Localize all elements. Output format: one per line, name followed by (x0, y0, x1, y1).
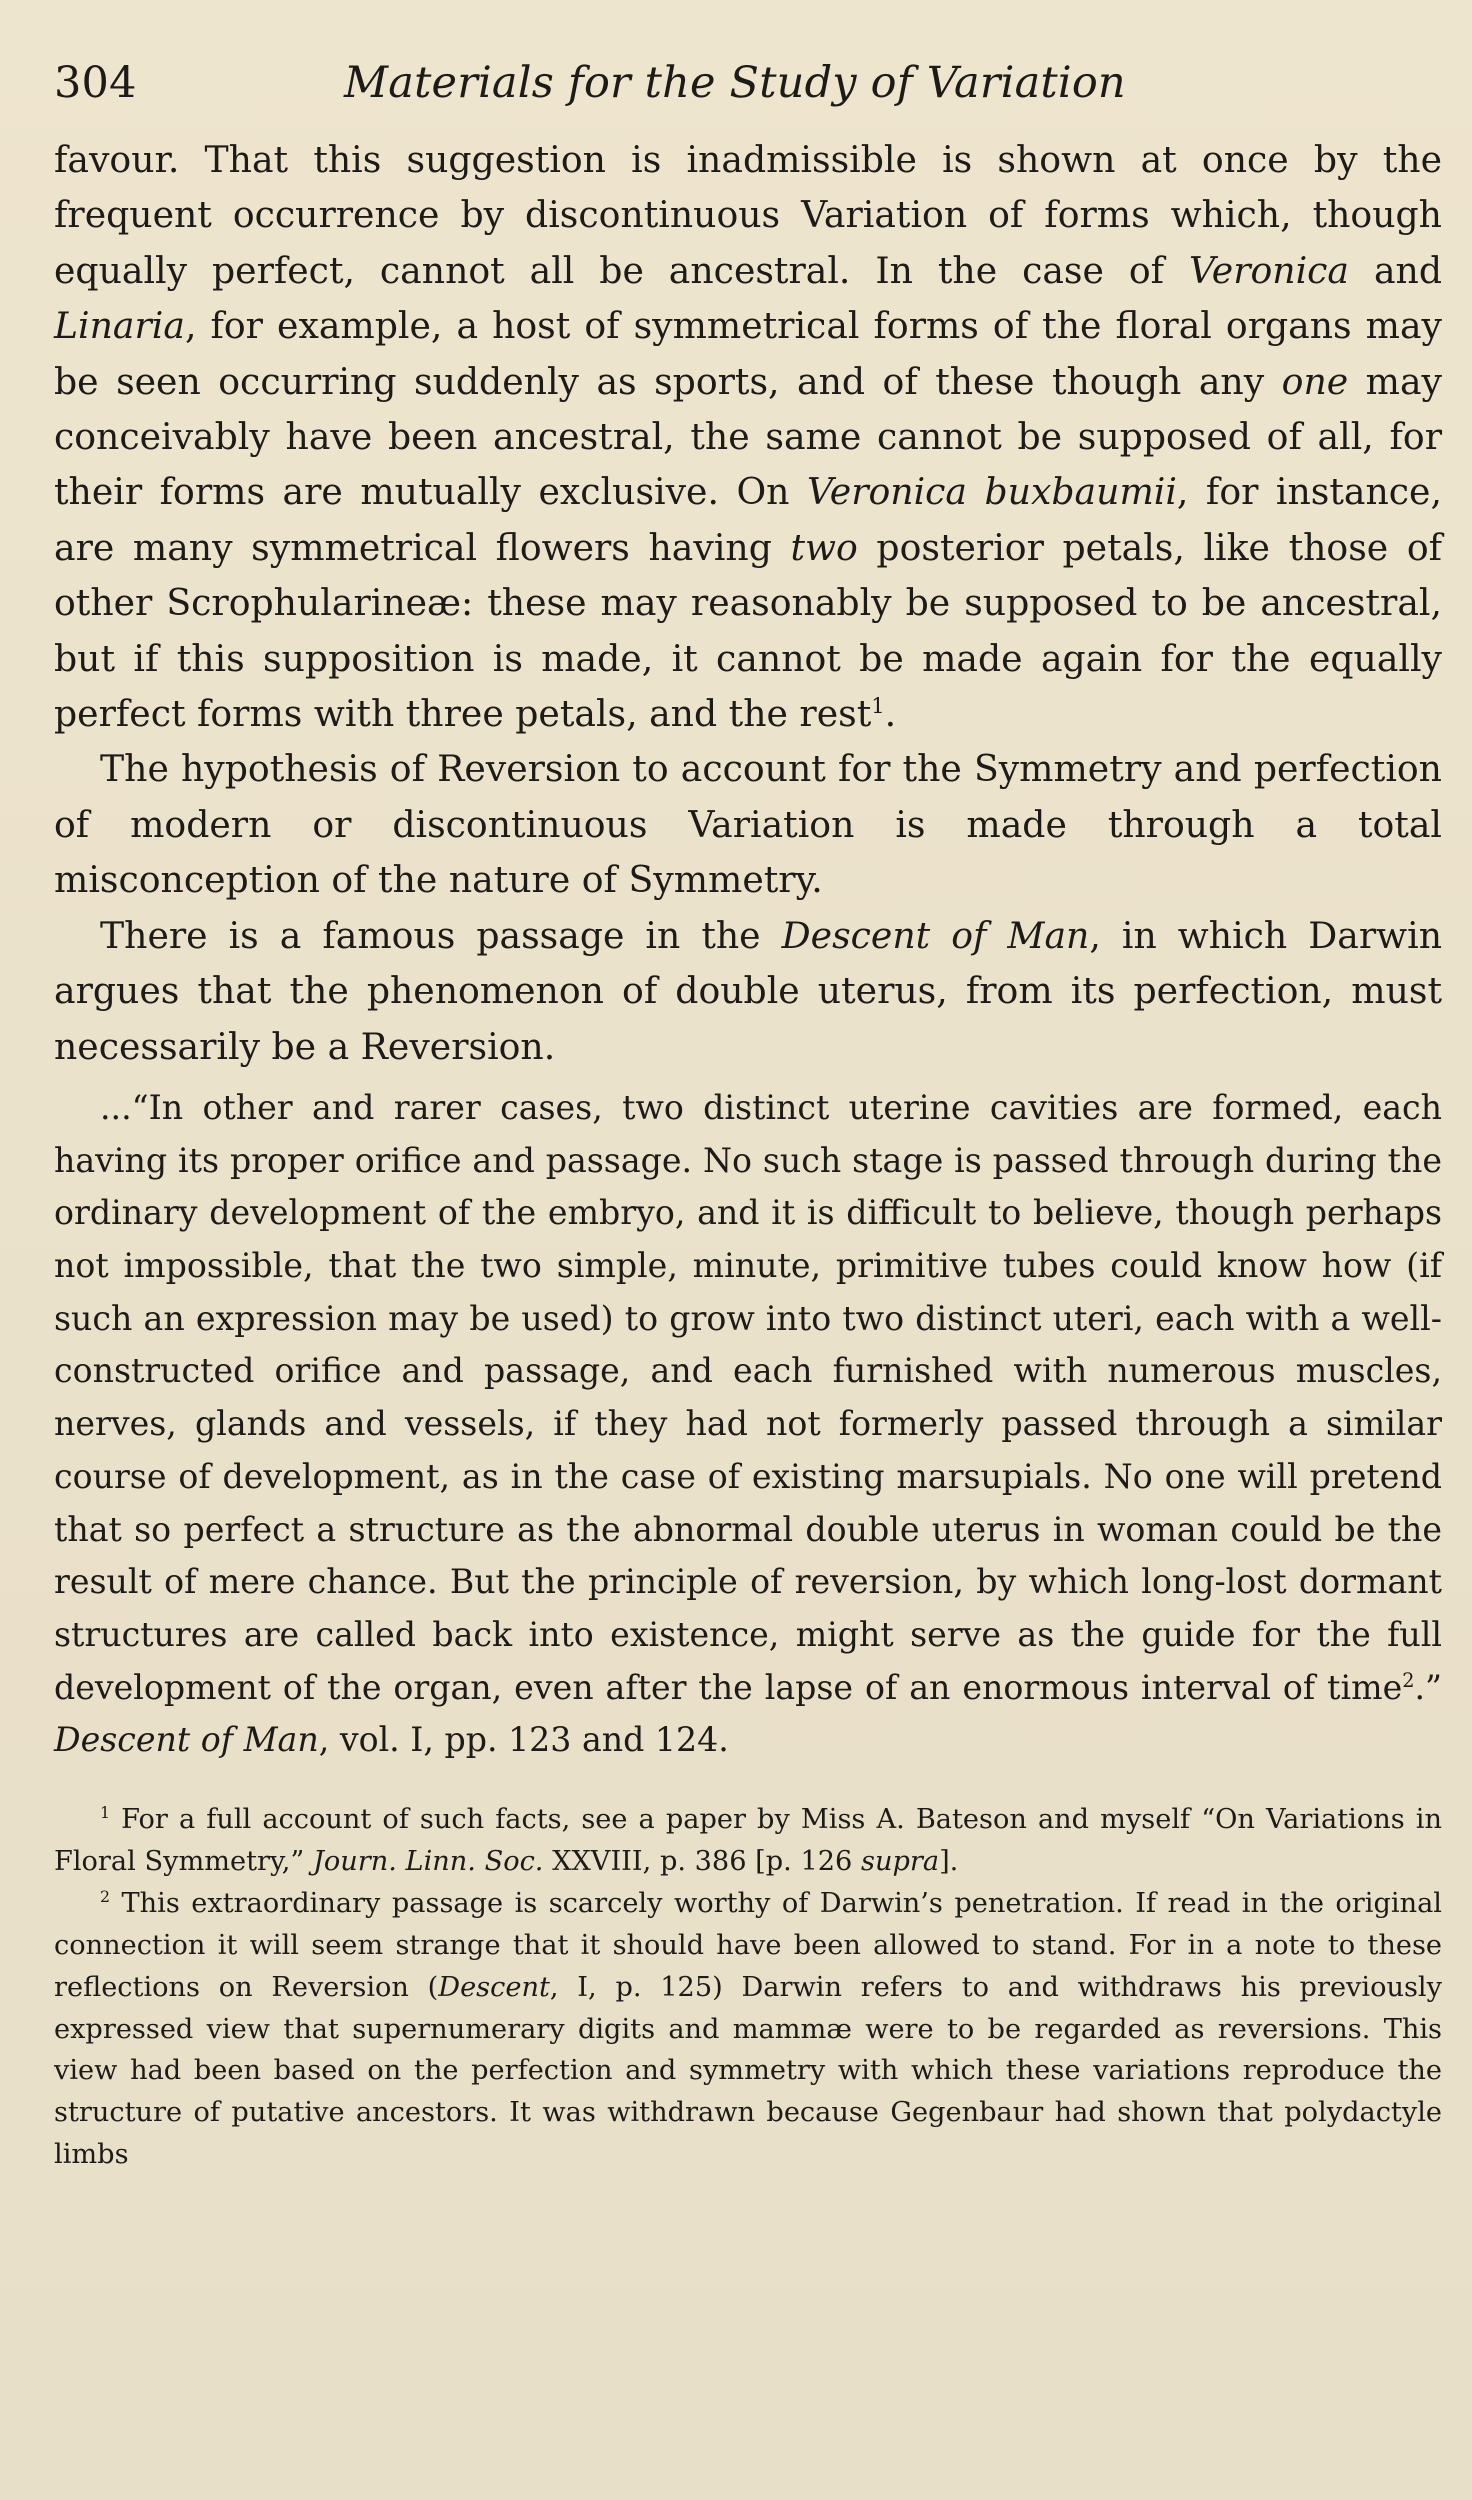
footnote-marker: 1 (871, 694, 885, 718)
text-segment: There is a famous passage in the (100, 913, 782, 957)
body-text (54, 132, 1442, 1074)
footnote-marker: 1 (100, 1802, 111, 1822)
text-segment: ]. (939, 1845, 959, 1877)
text-segment: favour. That this suggestion is inadmissible is shown at once by the frequent occurrence by discontinuous Variation of forms which, though equally perfect, cannot all be ancestral. In the case of (54, 138, 1442, 292)
text-segment: may conceivably have been ancestral, the same cannot be supposed of all, for their forms are mutually exclusive. On (54, 359, 1442, 514)
text-segment: , for instance, are many symmetrical flowers having (54, 470, 1442, 569)
footnote-marker: 2 (1402, 1668, 1415, 1692)
page-number: 304 (54, 58, 137, 108)
italic-text: Veronica buxbaumii (806, 470, 1177, 514)
paragraph (54, 741, 1442, 907)
text-segment: .” (1414, 1667, 1442, 1707)
footnote-marker: 2 (100, 1886, 111, 1906)
footnotes (54, 1799, 1442, 2176)
italic-text: Journ. Linn. Soc. (312, 1845, 544, 1877)
text-segment: , vol. I, pp. 123 and 124. (318, 1720, 729, 1760)
running-title: Materials for the Study of Variation (344, 58, 1126, 108)
block-quote (54, 1082, 1442, 1767)
text-segment: posterior petals, like those of other Scrophularineæ: these may reasonably be supposed to be ancestral, but if this supposition is made, it cannot be made again for the equally perfect forms with three petals, and the rest (54, 525, 1443, 736)
page-header (54, 58, 1442, 132)
text-segment: , in which Darwin argues that the phenomenon of double uterus, from its perfection, must necessarily be a Reversion. (54, 913, 1443, 1068)
text-segment: ...“In other and rarer cases, two distinct uterine cavities are formed, each having its proper orifice and passage. No such stage is passed through during the ordinary development of the embryo, and it is difficult to believe, though perhaps not impossible, that the two simple, minute, primitive tubes could know how (if such an expression may be used) to grow into two distinct uteri, each with a well-constructed orifice and passage, and each furnished with numerous muscles, nerves, glands and vessels, if they had not formerly passed through a similar course of development, as in the case of existing marsupials. No one will pretend that so perfect a structure as the abnormal double uterus in woman could be the result of mere chance. But the principle of reversion, by which long-lost dormant structures are called back into existence, might serve as the guide for the full development of the organ, even after the lapse of an enormous interval of time (54, 1087, 1442, 1707)
italic-text: Linaria (54, 304, 185, 348)
italic-text: two (790, 525, 858, 569)
text-segment: , for example, a host of symmetrical forms of the floral organs may be seen occurring suddenly as sports, and of these though any (54, 304, 1442, 403)
footnote (54, 1883, 1442, 2176)
paragraph (54, 908, 1442, 1074)
text-segment: XXVIII, p. 386 [p. 126 (543, 1845, 861, 1877)
italic-text: Veronica (1188, 248, 1350, 292)
paragraph (54, 132, 1442, 741)
text-segment: For a full account of such facts, see a paper by Miss A. Bateson and myself “On Variations in Floral Symmetry,” (54, 1804, 1442, 1877)
text-segment: This extraordinary passage is scarcely worthy of Darwin’s penetration. If read in the original connection it will seem strange that it should have been allowed to stand. For in a note to these reflections on Reversion ( (54, 1887, 1442, 2003)
italic-text: Descent (438, 1971, 550, 2003)
footnote (54, 1799, 1442, 1883)
text-segment: , I, p. 125) Darwin refers to and withdraws his previously expressed view that supernumerary digits and mammæ were to be regarded as reversions. This view had been based on the perfection and symmetry with which these variations reproduce the structure of putative ancestors. It was withdrawn because Gegenbaur had shown that polydactyle limbs (54, 1971, 1442, 2171)
italic-text: Descent of Man (54, 1720, 319, 1760)
text-segment: The hypothesis of Reversion to account for the Symmetry and perfection of modern or discontinuous Variation is made through a total misconception of the nature of Symmetry. (54, 747, 1442, 902)
italic-text: supra (861, 1845, 940, 1877)
text-segment: . (884, 692, 897, 736)
italic-text: Descent of Man (781, 913, 1090, 957)
italic-text: one (1281, 359, 1349, 403)
text-segment: and (1349, 248, 1442, 292)
